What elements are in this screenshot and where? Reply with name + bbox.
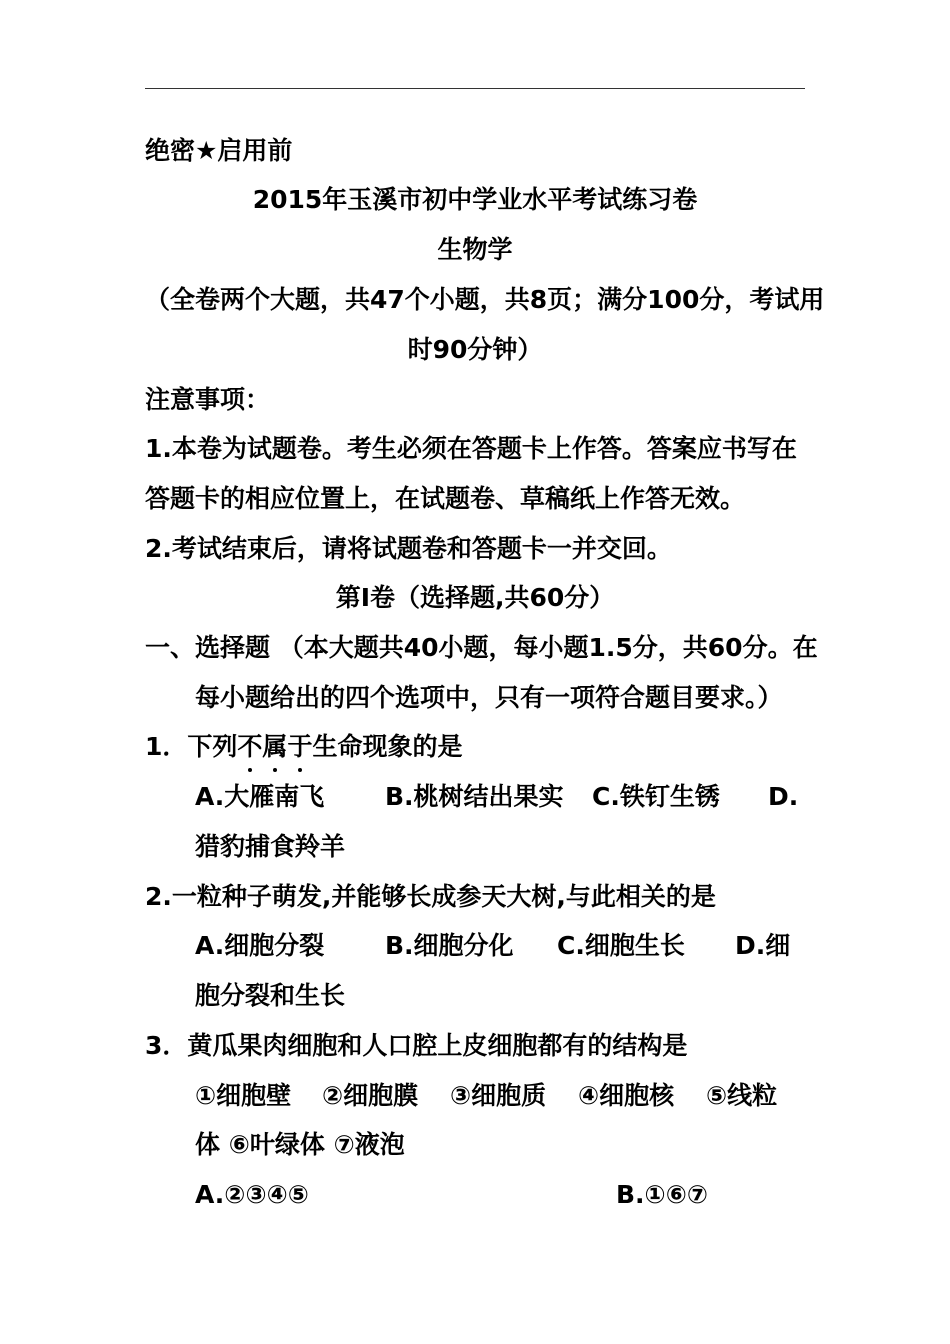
question-3-item-2: ②细胞膜 [322, 1081, 419, 1110]
part-heading-line2: 每小题给出的四个选项中，只有一项符合题目要求。） [195, 683, 783, 712]
question-1-option-b: B.桃树结出果实 [385, 782, 564, 811]
note-1-line2: 答题卡的相应位置上，在试题卷、草稿纸上作答无效。 [145, 484, 746, 513]
question-2-option-a: A.细胞分裂 [195, 931, 325, 960]
question-3-item-3: ③细胞质 [450, 1081, 547, 1110]
secret-mark: 绝密★启用前 [145, 136, 293, 165]
question-3-stem: 3．黄瓜果肉细胞和人口腔上皮细胞都有的结构是 [145, 1031, 688, 1060]
emphasis-char: 于 [287, 732, 313, 761]
question-2-option-d: D.细 [735, 931, 791, 960]
subject-title: 生物学 [437, 235, 513, 264]
question-2-option-c: C.细胞生长 [557, 931, 685, 960]
question-1-prefix: 1．下列 [145, 732, 238, 761]
question-1-option-c: C.铁钉生锈 [592, 782, 720, 811]
notes-heading: 注意事项： [145, 385, 271, 414]
question-2-stem: 2.一粒种子萌发,并能够长成参天大树,与此相关的是 [145, 882, 716, 911]
question-1-option-a: A.大雁南飞 [195, 782, 325, 811]
question-3-item-4: ④细胞核 [578, 1081, 675, 1110]
question-3-option-b: B.①⑥⑦ [616, 1180, 709, 1209]
question-3-items-continued: 体 ⑥叶绿体 ⑦液泡 [195, 1130, 405, 1159]
question-1-option-d-continued: 猎豹捕食羚羊 [195, 832, 346, 861]
question-2-option-d-continued: 胞分裂和生长 [195, 981, 346, 1010]
top-rule [145, 88, 805, 89]
emphasis-char: 不 [237, 732, 263, 761]
question-3-option-a: A.②③④⑤ [195, 1180, 309, 1209]
question-3-item-5: ⑤线粒 [706, 1081, 778, 1110]
question-1-suffix: 生命现象的是 [312, 732, 463, 761]
question-3-item-1: ①细胞壁 [195, 1081, 292, 1110]
part-heading-line1: 一、选择题 （本大题共40小题，每小题1.5分，共60分。在 [145, 633, 818, 662]
note-2: 2.考试结束后，请将试题卷和答题卡一并交回。 [145, 534, 672, 563]
exam-info-line1: （全卷两个大题，共47个小题，共8页；满分100分，考试用 [145, 285, 825, 314]
question-1-option-d: D. [768, 782, 799, 811]
exam-info-line2: 时90分钟） [407, 335, 543, 364]
volume-title: 第Ⅰ卷（选择题,共60分） [335, 583, 615, 612]
question-2-option-b: B.细胞分化 [385, 931, 514, 960]
note-1-line1: 1.本卷为试题卷。考生必须在答题卡上作答。答案应书写在 [145, 434, 797, 463]
emphasis-char: 属 [262, 732, 288, 761]
exam-title: 2015年玉溪市初中学业水平考试练习卷 [252, 185, 698, 214]
question-1-stem [145, 732, 462, 762]
